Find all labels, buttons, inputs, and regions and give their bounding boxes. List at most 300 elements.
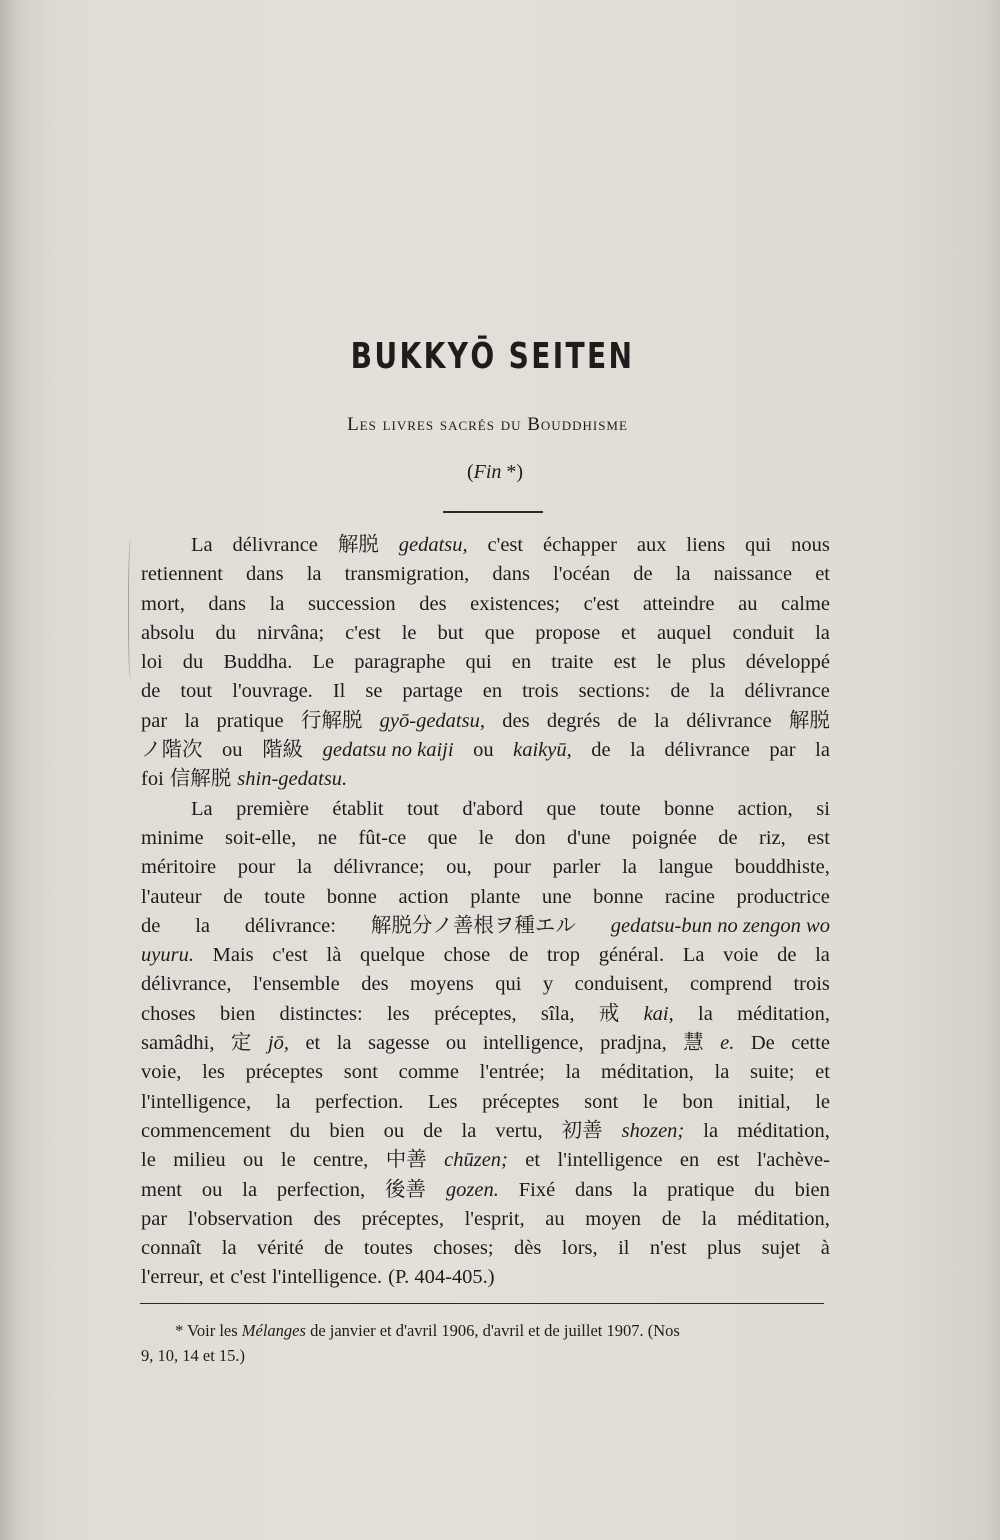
word: ou	[201, 1178, 223, 1201]
word: la	[336, 1032, 352, 1055]
word: parler	[552, 856, 601, 879]
word: ノ階次	[141, 739, 203, 762]
word: La	[682, 944, 705, 967]
word: commencement	[141, 1119, 271, 1142]
word: trois	[522, 680, 559, 703]
word: intelligence,	[482, 1032, 584, 1055]
word: 解脱	[337, 534, 379, 556]
word: délivrance	[232, 534, 318, 556]
word: de	[633, 563, 653, 586]
word: délivrance;	[333, 856, 425, 879]
word: vérité	[256, 1237, 304, 1260]
word: initial,	[737, 1090, 791, 1113]
word: échapper	[543, 534, 617, 556]
pencil-margin-mark	[128, 540, 135, 680]
word: toutes	[363, 1237, 413, 1260]
text-line	[141, 853, 830, 882]
word: et	[621, 621, 636, 644]
footnote-line-2: 9, 10, 14 et 15.)	[141, 1346, 246, 1365]
text-line	[141, 912, 830, 941]
word: l'entrée;	[479, 1061, 545, 1084]
word: naissance	[713, 563, 793, 586]
word: moyens	[410, 973, 474, 996]
word: l'esprit,	[464, 1207, 525, 1230]
word: la	[275, 1090, 291, 1113]
text-line	[141, 590, 830, 619]
word: voie,	[141, 1061, 182, 1084]
word: délivrance	[686, 709, 772, 732]
text-line	[141, 531, 830, 560]
word: de	[423, 1119, 443, 1142]
word: bon	[682, 1090, 714, 1113]
word: nous	[791, 534, 830, 556]
word: la	[306, 563, 322, 586]
word: le	[401, 621, 417, 644]
word: méditation,	[737, 1119, 830, 1142]
word: distinctes:	[279, 1002, 363, 1025]
word: bien	[329, 1119, 365, 1142]
word: d'abord	[462, 797, 524, 820]
word: la	[297, 856, 312, 879]
word: conduit	[732, 621, 795, 644]
fin-word: Fin	[473, 461, 502, 483]
word: c'est	[487, 534, 524, 556]
word: 階級	[262, 739, 304, 762]
word: productrice	[736, 885, 830, 908]
word: ou	[383, 1119, 405, 1142]
word: préceptes,	[434, 1002, 517, 1025]
word: l'erreur,	[141, 1266, 204, 1289]
word: des	[313, 1207, 341, 1230]
word: en	[511, 651, 532, 674]
word: préceptes,	[361, 1207, 444, 1230]
word: sîla,	[540, 1002, 575, 1025]
word: connaît	[141, 1237, 202, 1260]
word: calme	[781, 592, 830, 615]
word: aux	[636, 534, 667, 556]
word: absolu	[141, 621, 195, 644]
word: si	[816, 797, 830, 820]
word: y	[542, 973, 554, 996]
word: de	[617, 709, 637, 732]
word: atteindre	[642, 592, 715, 615]
word: l'intelligence.	[272, 1266, 383, 1289]
word: l'achève-	[756, 1149, 830, 1172]
word: dans	[208, 592, 246, 615]
word: ment	[141, 1178, 182, 1201]
word: des	[502, 709, 530, 732]
word: nirvâna;	[257, 621, 325, 644]
word: 中善	[385, 1149, 427, 1172]
word: ne	[317, 826, 337, 849]
word: établit	[332, 797, 384, 820]
word: comme	[398, 1061, 459, 1084]
word: Le	[312, 651, 335, 674]
word: conduisent,	[574, 973, 669, 996]
word: les	[202, 1061, 225, 1084]
word: de	[141, 914, 161, 937]
word: général.	[598, 944, 665, 967]
word: Il	[332, 680, 346, 703]
word: gozen.	[445, 1178, 499, 1201]
word: là	[326, 944, 342, 967]
word: bonne	[593, 885, 644, 908]
word: perfection.	[315, 1090, 404, 1113]
word: délivrance	[664, 739, 750, 762]
word: bouddhiste,	[734, 856, 830, 879]
word: la	[630, 739, 645, 762]
text-line	[141, 970, 830, 999]
word: sont	[343, 1061, 378, 1084]
word: par	[141, 1207, 168, 1230]
word: 慧	[683, 1032, 704, 1055]
word: l'intelligence	[557, 1149, 663, 1172]
word: ou	[445, 1032, 467, 1055]
text-line	[141, 1000, 830, 1029]
word: centre,	[313, 1149, 369, 1172]
word: de	[508, 944, 529, 967]
word: transmigration,	[344, 563, 470, 586]
word: e.	[720, 1032, 735, 1055]
word: ou	[222, 739, 243, 762]
word: Les	[427, 1090, 458, 1113]
word: au	[545, 1207, 565, 1230]
word: c'est	[272, 944, 308, 967]
text-line	[141, 1088, 830, 1117]
word: sujet	[761, 1237, 801, 1260]
word: shin-gedatsu.	[237, 768, 348, 791]
word: succession	[307, 592, 396, 615]
word: le	[141, 1149, 156, 1172]
word: de	[661, 1207, 682, 1230]
word: la	[709, 680, 725, 703]
word: qui	[465, 651, 492, 674]
word: de	[670, 680, 690, 703]
word: de	[591, 739, 611, 762]
word: la	[461, 1119, 477, 1142]
text-line	[141, 560, 830, 589]
word: délivrance,	[141, 973, 232, 996]
word: jō,	[267, 1032, 289, 1055]
word: la	[714, 1061, 730, 1084]
word: poignée	[631, 826, 697, 849]
word: la	[698, 1002, 713, 1025]
word: la	[654, 709, 669, 732]
word: développé	[745, 651, 830, 674]
word: n'est	[649, 1237, 687, 1260]
word: il	[618, 1237, 630, 1260]
word: lors,	[561, 1237, 598, 1260]
word: sections:	[578, 680, 651, 703]
text-line	[141, 1058, 830, 1087]
word: pratique	[216, 709, 284, 732]
word: la	[221, 1237, 237, 1260]
word: bonne	[326, 885, 377, 908]
word: gedatsu no kaiji	[322, 739, 454, 762]
word: que	[546, 797, 577, 820]
word: dans	[575, 1178, 613, 1201]
word: plus	[707, 1237, 742, 1260]
word: du	[289, 1119, 311, 1142]
word: méritoire	[141, 856, 217, 879]
word: tout	[180, 680, 213, 703]
word: première	[236, 797, 309, 820]
word: qui	[495, 973, 522, 996]
text-line	[141, 619, 830, 648]
word: par	[769, 739, 796, 762]
word: trois	[793, 973, 830, 996]
word: l'auteur	[141, 885, 202, 908]
word: dès	[514, 1237, 542, 1260]
word: de	[223, 885, 243, 908]
word: retiennent	[141, 563, 223, 586]
footnote-line-1	[141, 1318, 831, 1343]
word: en	[482, 680, 503, 703]
footnote	[141, 1318, 831, 1368]
word: du	[182, 651, 204, 674]
word: chūzen;	[444, 1149, 508, 1172]
word: mort,	[141, 592, 185, 615]
word: l'océan	[553, 563, 611, 586]
word: le	[478, 826, 494, 849]
word: perfection,	[276, 1178, 366, 1201]
word: comprend	[690, 973, 772, 996]
word: Mais	[212, 944, 254, 967]
word: langue	[658, 856, 714, 879]
word: Fixé	[518, 1178, 556, 1201]
word: liens	[686, 534, 726, 556]
text-line	[141, 707, 830, 736]
word: moyen	[585, 1207, 642, 1230]
word: action,	[737, 797, 793, 820]
footnote-divider	[140, 1303, 824, 1304]
word: préceptes	[482, 1090, 560, 1113]
word: toute	[599, 797, 641, 820]
text-line	[141, 1234, 830, 1263]
text-line	[141, 795, 830, 824]
word: don	[514, 826, 546, 849]
word: paragraphe	[354, 651, 446, 674]
word: la	[675, 563, 691, 586]
text-line	[141, 824, 830, 853]
word: une	[541, 885, 572, 908]
word: la	[184, 709, 200, 732]
title-divider	[443, 511, 543, 513]
word: l'observation	[187, 1207, 293, 1230]
word: l'ouvrage.	[232, 680, 313, 703]
word: et	[305, 1032, 321, 1055]
continuation-note: (Fin *)	[466, 461, 524, 483]
word: la	[701, 1207, 717, 1230]
word: des	[361, 973, 389, 996]
text-line	[141, 1263, 830, 1292]
word: samâdhi,	[141, 1032, 215, 1055]
word: c'est	[583, 592, 620, 615]
word: 解脱	[788, 709, 830, 732]
word: pradjna,	[600, 1032, 667, 1055]
footnote-text: * Voir les	[175, 1321, 242, 1340]
word: gedatsu,	[398, 534, 468, 556]
word: 行解脱	[300, 709, 363, 732]
word: c'est	[230, 1266, 266, 1289]
word: la	[703, 1119, 719, 1142]
text-line	[141, 765, 830, 794]
text-line	[141, 1205, 830, 1234]
word: la	[815, 621, 830, 644]
word: minime	[141, 826, 204, 849]
word: kai,	[643, 1002, 674, 1025]
word: voie	[723, 944, 759, 967]
word: 解脱分ノ善根ヲ種エル	[370, 914, 576, 937]
word: et	[209, 1266, 225, 1289]
word: méditation,	[737, 1207, 830, 1230]
word: soit-elle,	[225, 826, 297, 849]
word: gedatsu-bun no zengon wo	[610, 914, 830, 937]
word: bien	[219, 1002, 256, 1025]
word: chose	[443, 944, 491, 967]
word: méditation,	[601, 1061, 694, 1084]
word: La	[191, 797, 213, 820]
word: dans	[492, 563, 530, 586]
text-line	[141, 648, 830, 677]
word: la	[815, 739, 830, 762]
word: les	[386, 1002, 410, 1025]
text-line	[141, 883, 830, 912]
footnote-journal-title: Mélanges	[241, 1321, 306, 1340]
word: milieu	[173, 1149, 226, 1172]
word: De	[750, 1032, 775, 1055]
word: le	[642, 1090, 658, 1113]
word: la	[269, 592, 285, 615]
word: de	[718, 826, 738, 849]
word: c'est	[345, 621, 381, 644]
word: la	[565, 1061, 581, 1084]
footnote-text: de janvier et d'avril 1906, d'avril et de juillet 1907. (Nos	[305, 1321, 680, 1340]
word: la	[815, 944, 830, 967]
word: et	[525, 1149, 541, 1172]
word: et	[815, 1061, 830, 1084]
word: est	[613, 651, 637, 674]
word: suite;	[750, 1061, 795, 1084]
word: 定	[230, 1032, 252, 1055]
word: 初善	[561, 1119, 603, 1142]
word: Buddha.	[223, 651, 293, 674]
word: 後善	[385, 1178, 427, 1201]
word: 戒	[598, 1002, 620, 1025]
word: la	[195, 914, 211, 937]
word: au	[738, 592, 758, 615]
word: à	[820, 1237, 830, 1260]
word: est	[716, 1149, 740, 1172]
word: uyuru.	[141, 944, 194, 967]
word: shozen;	[621, 1119, 685, 1142]
word: existences;	[470, 592, 561, 615]
word: d'une	[566, 826, 611, 849]
word: que	[427, 826, 458, 849]
word: du	[754, 1178, 775, 1201]
word: le	[280, 1149, 296, 1172]
page-title: BUKKYŌ SEITEN	[350, 336, 635, 377]
word: sont	[584, 1090, 619, 1113]
word: la	[622, 856, 637, 879]
word: pour	[237, 856, 276, 879]
word: bien	[794, 1178, 830, 1201]
word: le	[815, 1090, 830, 1113]
word: action	[398, 885, 449, 908]
subtitle: Les livres sacrés du Bouddhisme	[347, 414, 628, 435]
word: partage	[402, 680, 463, 703]
word: la	[242, 1178, 258, 1201]
word: gyō-gedatsu,	[379, 709, 485, 732]
word: loi	[141, 651, 163, 674]
word: pour	[493, 856, 531, 879]
word: de	[777, 944, 797, 967]
word: traite	[551, 651, 594, 674]
word: se	[365, 680, 383, 703]
word: fût-ce	[358, 826, 407, 849]
text-line	[141, 677, 830, 706]
word: en	[679, 1149, 700, 1172]
text-line	[141, 1029, 830, 1058]
word: délivrance:	[244, 914, 336, 937]
word: préceptes	[245, 1061, 324, 1084]
word: choses	[141, 1002, 196, 1025]
text-line	[141, 1176, 830, 1205]
word: qui	[745, 534, 772, 556]
word: (P. 404-405.)	[388, 1266, 495, 1289]
word: l'ensemble	[252, 973, 340, 996]
word: cette	[791, 1032, 830, 1055]
word: de	[324, 1237, 344, 1260]
word: ou,	[446, 856, 472, 879]
text-line	[141, 1146, 830, 1175]
word: foi	[141, 768, 164, 791]
footnote-marker: *	[501, 461, 517, 483]
text-line	[141, 941, 830, 970]
word: propose	[535, 621, 601, 644]
word: toute	[264, 885, 306, 908]
word: ou	[473, 739, 494, 762]
word: but	[437, 621, 464, 644]
word: vertu,	[495, 1119, 543, 1142]
word: le	[656, 651, 672, 674]
word: méditation,	[737, 1002, 830, 1025]
word: La	[191, 534, 213, 556]
word: l'intelligence,	[141, 1090, 252, 1113]
word: 信解脱	[169, 768, 232, 791]
word: la	[632, 1178, 648, 1201]
word: ou	[243, 1149, 264, 1172]
word: plus	[691, 651, 726, 674]
word: racine	[664, 885, 715, 908]
word: trop	[546, 944, 581, 967]
word: plante	[470, 885, 521, 908]
word: quelque	[360, 944, 425, 967]
word: bonne	[664, 797, 715, 820]
word: dans	[246, 563, 284, 586]
word: choses;	[433, 1237, 494, 1260]
word: par	[141, 709, 168, 732]
word: sagesse	[367, 1032, 430, 1055]
word: kaikyū,	[513, 739, 572, 762]
word: riz,	[759, 826, 786, 849]
word: de	[141, 680, 161, 703]
text-line	[141, 736, 830, 765]
word: tout	[407, 797, 439, 820]
word: délivrance	[744, 680, 830, 703]
word: degrés	[546, 709, 601, 732]
text-line	[141, 1117, 830, 1146]
